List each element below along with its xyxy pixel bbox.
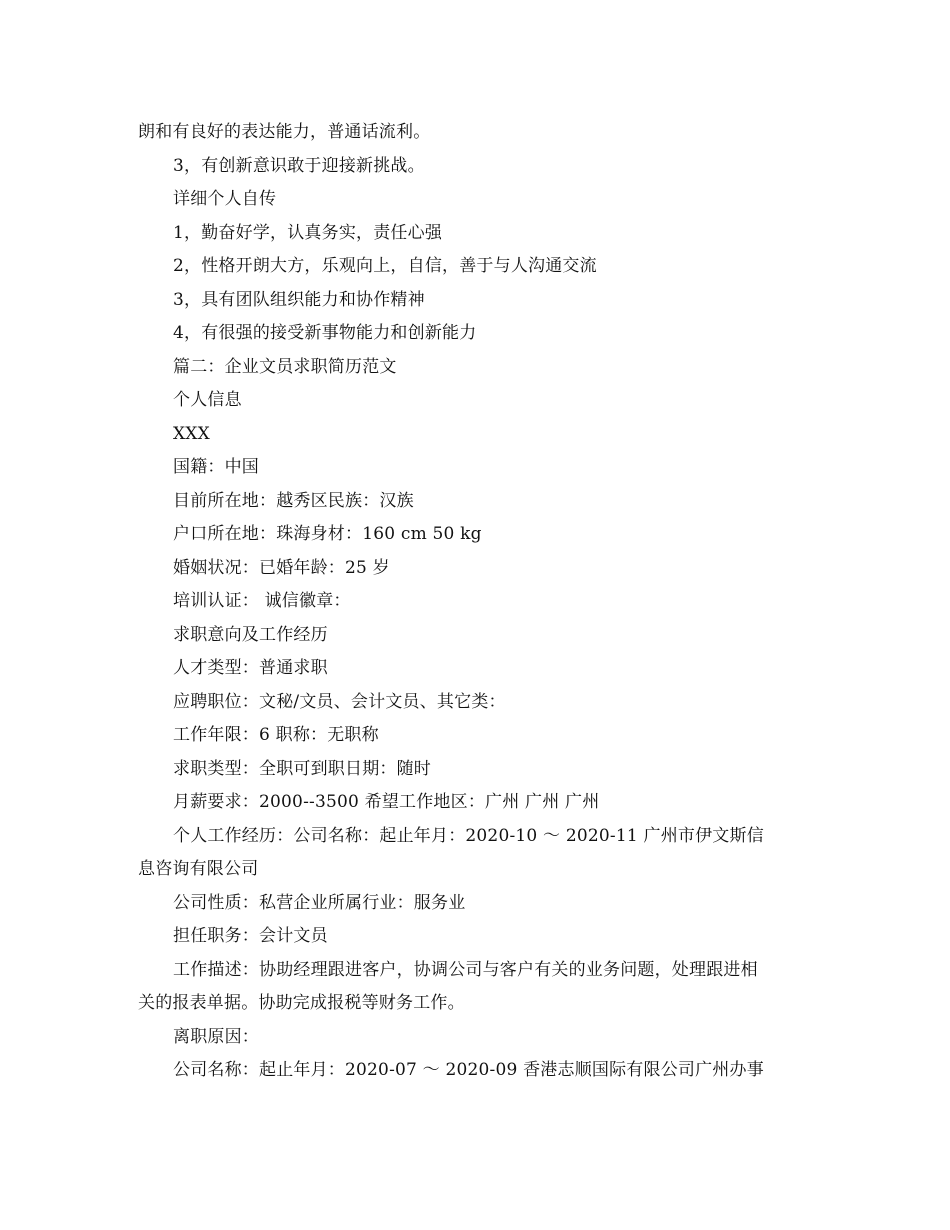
text-line: 目前所在地：越秀区民族：汉族 (173, 490, 414, 511)
text-line: 求职意向及工作经历 (173, 624, 328, 645)
text-line: 担任职务：会计文员 (173, 926, 328, 946)
text-line: 个人信息 (173, 390, 242, 410)
text-line: 工作年限：6 职称：无职称 (173, 725, 379, 745)
text-line: 公司名称：起止年月：2020-07 ～ 2020-09 香港志顺国际有限公司广州办事 (173, 1060, 764, 1080)
text-line: 息咨询有限公司 (138, 859, 259, 879)
text-line: 月薪要求：2000--3500 希望工作地区：广州 广州 广州 (173, 792, 600, 812)
text-line: 离职原因： (173, 1026, 259, 1047)
text-line: 个人工作经历：公司名称：起止年月：2020-10 ～ 2020-11 广州市伊文斯信 (173, 825, 764, 846)
text-line: 国籍：中国 (173, 457, 259, 477)
text-line: 公司性质：私营企业所属行业：服务业 (173, 892, 466, 913)
text-line: 婚姻状况：已婚年龄：25 岁 (173, 557, 390, 578)
text-line: 3，具有团队组织能力和协作精神 (173, 289, 425, 310)
text-line: 关的报表单据。协助完成报税等财务工作。 (138, 993, 465, 1013)
text-line: 应聘职位：文秘/文员、会计文员、其它类： (173, 691, 506, 712)
document-body (138, 116, 814, 1088)
text-line: 3，有创新意识敢于迎接新挑战。 (173, 155, 425, 176)
text-line: 1，勤奋好学，认真务实，责任心强 (173, 222, 443, 243)
text-line: XXX (173, 423, 210, 444)
text-line: 2，性格开朗大方，乐观向上，自信，善于与人沟通交流 (173, 256, 597, 276)
text-line: 培训认证： 诚信徽章： (173, 591, 351, 611)
text-line: 4，有很强的接受新事物能力和创新能力 (173, 323, 477, 343)
text-line: 工作描述：协助经理跟进客户，协调公司与客户有关的业务问题，处理跟进相 (173, 959, 758, 980)
text-line: 篇二：企业文员求职简历范文 (173, 356, 397, 377)
text-line: 详细个人自传 (173, 189, 277, 209)
text-line: 户口所在地：珠海身材：160 cm 50 kg (173, 524, 482, 544)
text-line: 求职类型：全职可到职日期：随时 (173, 758, 431, 779)
text-line: 人才类型：普通求职 (173, 658, 328, 678)
text-line: 朗和有良好的表达能力，普通话流利。 (138, 122, 431, 142)
